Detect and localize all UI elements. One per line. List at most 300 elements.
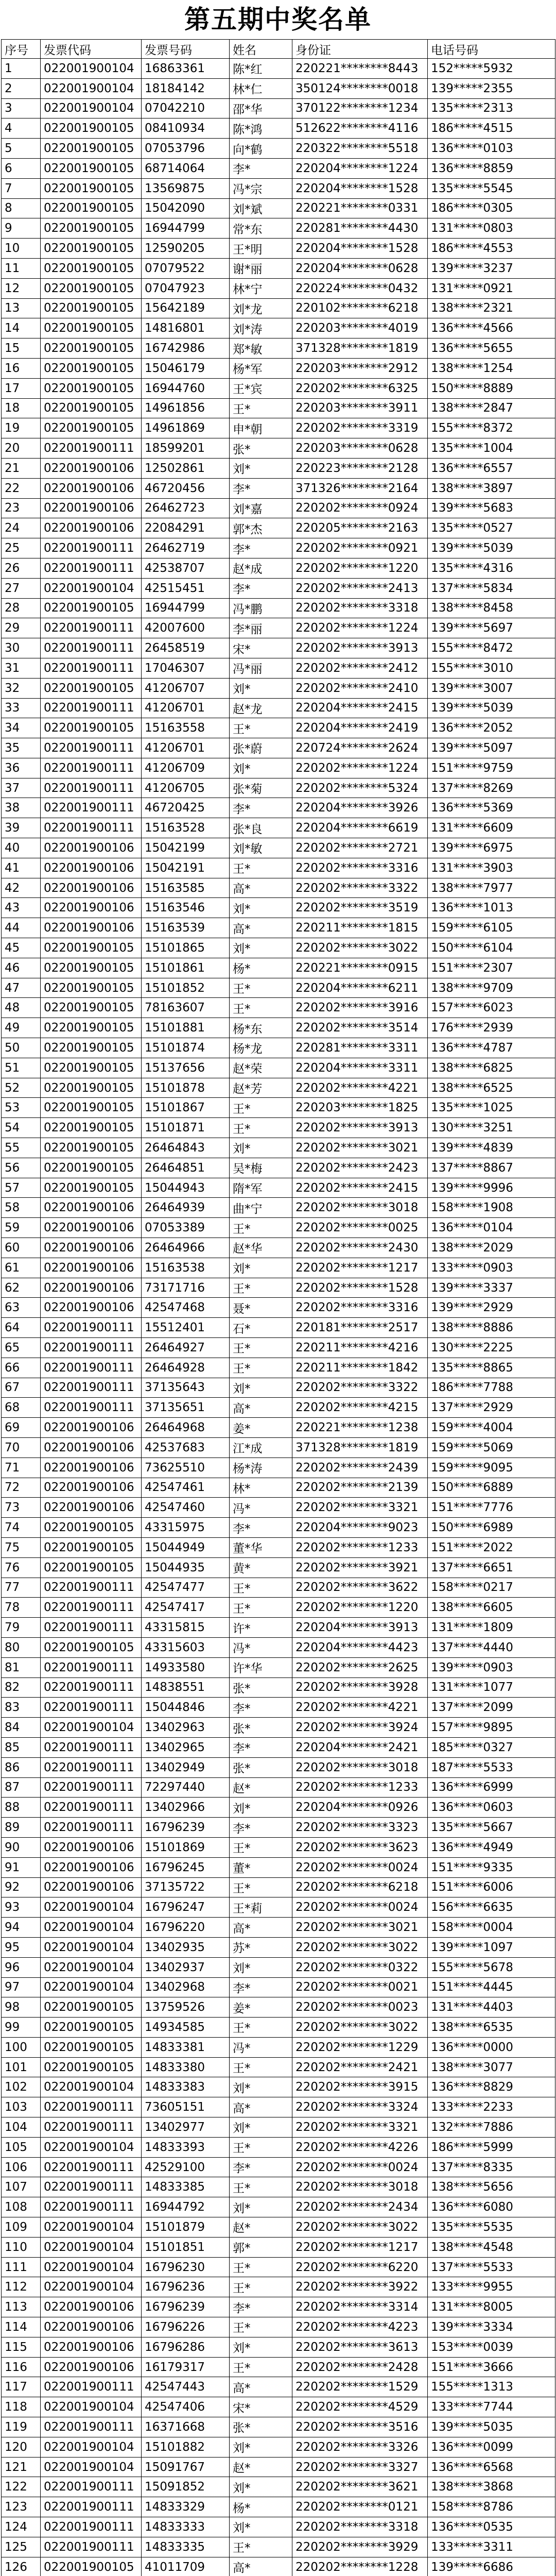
cell-id-card: 220202********3322 bbox=[292, 1378, 428, 1398]
cell-serial: 69 bbox=[2, 1418, 41, 1438]
cell-phone: 139*****2355 bbox=[428, 78, 555, 98]
cell-invoice-code: 022001900106 bbox=[41, 1857, 142, 1877]
cell-invoice-number: 16371668 bbox=[142, 2417, 230, 2437]
cell-name: 刘* bbox=[230, 458, 292, 478]
cell-serial: 102 bbox=[2, 2077, 41, 2097]
cell-serial: 17 bbox=[2, 378, 41, 398]
table-row bbox=[2, 878, 555, 898]
cell-name: 刘* bbox=[230, 2077, 292, 2097]
cell-invoice-code: 022001900111 bbox=[41, 2177, 142, 2197]
cell-serial: 42 bbox=[2, 878, 41, 898]
cell-phone: 136*****4566 bbox=[428, 318, 555, 338]
table-row bbox=[2, 118, 555, 139]
cell-name: 杨* bbox=[230, 958, 292, 978]
cell-phone: 138*****6605 bbox=[428, 1598, 555, 1618]
cell-phone: 151*****6006 bbox=[428, 1877, 555, 1897]
cell-id-card: 220202********1217 bbox=[292, 2237, 428, 2257]
cell-phone: 136*****8829 bbox=[428, 2077, 555, 2097]
cell-invoice-code: 022001900111 bbox=[41, 1398, 142, 1418]
cell-invoice-number: 14934585 bbox=[142, 2018, 230, 2038]
table-row bbox=[2, 2177, 555, 2197]
cell-id-card: 220202********2421 bbox=[292, 2057, 428, 2077]
cell-invoice-code: 022001900111 bbox=[41, 2517, 142, 2537]
cell-invoice-number: 15163539 bbox=[142, 918, 230, 938]
cell-serial: 74 bbox=[2, 1518, 41, 1538]
cell-name: 刘*嘉 bbox=[230, 498, 292, 518]
cell-name: 刘*涛 bbox=[230, 318, 292, 338]
cell-phone: 136*****6557 bbox=[428, 458, 555, 478]
cell-invoice-code: 022001900104 bbox=[41, 1918, 142, 1938]
cell-invoice-number: 13402937 bbox=[142, 1957, 230, 1977]
cell-name: 刘* bbox=[230, 2477, 292, 2497]
cell-invoice-number: 18184142 bbox=[142, 78, 230, 98]
table-row bbox=[2, 2097, 555, 2117]
cell-invoice-code: 022001900104 bbox=[41, 2257, 142, 2277]
cell-name: 刘* bbox=[230, 1798, 292, 1818]
cell-invoice-code: 022001900106 bbox=[41, 898, 142, 918]
cell-serial: 79 bbox=[2, 1618, 41, 1638]
cell-invoice-number: 07079522 bbox=[142, 258, 230, 278]
cell-serial: 28 bbox=[2, 598, 41, 618]
cell-name: 张* bbox=[230, 1718, 292, 1738]
cell-invoice-code: 022001900111 bbox=[41, 538, 142, 558]
cell-phone: 131*****3903 bbox=[428, 858, 555, 878]
cell-invoice-number: 16796220 bbox=[142, 1918, 230, 1938]
table-row bbox=[2, 2417, 555, 2437]
cell-serial: 126 bbox=[2, 2557, 41, 2576]
cell-invoice-code: 022001900104 bbox=[41, 2397, 142, 2417]
cell-id-card: 220202********3327 bbox=[292, 2457, 428, 2477]
cell-phone: 135*****0527 bbox=[428, 518, 555, 538]
cell-serial: 125 bbox=[2, 2537, 41, 2557]
table-row bbox=[2, 1957, 555, 1977]
cell-id-card: 220204********2421 bbox=[292, 1737, 428, 1757]
header-name: 姓名 bbox=[230, 40, 292, 59]
cell-invoice-number: 26464928 bbox=[142, 1358, 230, 1378]
cell-serial: 13 bbox=[2, 298, 41, 318]
cell-phone: 139*****3237 bbox=[428, 258, 555, 278]
cell-name: 赵*荣 bbox=[230, 1058, 292, 1078]
cell-phone: 186*****4553 bbox=[428, 239, 555, 259]
table-row bbox=[2, 378, 555, 398]
table-row bbox=[2, 2057, 555, 2077]
cell-invoice-code: 022001900111 bbox=[41, 2197, 142, 2217]
cell-phone: 136*****0603 bbox=[428, 1798, 555, 1818]
cell-serial: 61 bbox=[2, 1258, 41, 1278]
table-row bbox=[2, 318, 555, 338]
cell-invoice-code: 022001900105 bbox=[41, 958, 142, 978]
cell-invoice-number: 42007600 bbox=[142, 618, 230, 638]
cell-name: 林*宁 bbox=[230, 278, 292, 298]
cell-invoice-number: 26464927 bbox=[142, 1338, 230, 1358]
cell-invoice-number: 37135722 bbox=[142, 1877, 230, 1897]
cell-phone: 139*****5039 bbox=[428, 538, 555, 558]
cell-phone: 131*****0921 bbox=[428, 278, 555, 298]
cell-phone: 159*****5069 bbox=[428, 1437, 555, 1458]
cell-phone: 151*****7776 bbox=[428, 1498, 555, 1518]
table-row bbox=[2, 2117, 555, 2138]
cell-id-card: 220202********3321 bbox=[292, 2117, 428, 2138]
cell-name: 赵*成 bbox=[230, 558, 292, 578]
cell-phone: 155*****5678 bbox=[428, 1957, 555, 1977]
cell-phone: 139*****2929 bbox=[428, 1298, 555, 1318]
table-row bbox=[2, 1537, 555, 1557]
table-row bbox=[2, 1338, 555, 1358]
header-invoice-code: 发票代码 bbox=[41, 40, 142, 59]
cell-invoice-code: 022001900111 bbox=[41, 2097, 142, 2117]
cell-id-card: 220204********1224 bbox=[292, 158, 428, 178]
cell-invoice-code: 022001900111 bbox=[41, 758, 142, 778]
cell-id-card: 220202********2721 bbox=[292, 838, 428, 858]
cell-invoice-code: 022001900105 bbox=[41, 378, 142, 398]
table-row bbox=[2, 1877, 555, 1897]
cell-invoice-number: 13402965 bbox=[142, 1737, 230, 1757]
cell-name: 郭*杰 bbox=[230, 518, 292, 538]
cell-invoice-code: 022001900106 bbox=[41, 858, 142, 878]
table-row bbox=[2, 1977, 555, 1997]
table-row bbox=[2, 918, 555, 938]
cell-phone: 133*****7744 bbox=[428, 2397, 555, 2417]
cell-invoice-code: 022001900105 bbox=[41, 2018, 142, 2038]
cell-name: 赵*龙 bbox=[230, 698, 292, 718]
cell-id-card: 220211********4216 bbox=[292, 1338, 428, 1358]
cell-phone: 136*****0000 bbox=[428, 2037, 555, 2057]
cell-id-card: 220202********2625 bbox=[292, 1657, 428, 1677]
cell-invoice-code: 022001900105 bbox=[41, 1537, 142, 1557]
cell-id-card: 220202********2430 bbox=[292, 1238, 428, 1258]
cell-name: 张* bbox=[230, 438, 292, 459]
cell-serial: 24 bbox=[2, 518, 41, 538]
table-row bbox=[2, 2137, 555, 2157]
cell-id-card: 220202********2415 bbox=[292, 1178, 428, 1198]
cell-id-card: 220202********0024 bbox=[292, 1857, 428, 1877]
cell-id-card: 220224********0432 bbox=[292, 278, 428, 298]
cell-id-card: 220204********9023 bbox=[292, 1518, 428, 1538]
table-row bbox=[2, 618, 555, 638]
cell-name: 王* bbox=[230, 718, 292, 738]
cell-invoice-number: 15101861 bbox=[142, 958, 230, 978]
cell-name: 刘* bbox=[230, 2437, 292, 2457]
cell-serial: 96 bbox=[2, 1957, 41, 1977]
cell-invoice-number: 07047923 bbox=[142, 278, 230, 298]
cell-phone: 138*****6825 bbox=[428, 1058, 555, 1078]
cell-phone: 135*****8865 bbox=[428, 1358, 555, 1378]
cell-id-card: 220202********6218 bbox=[292, 1877, 428, 1897]
cell-serial: 47 bbox=[2, 978, 41, 998]
table-row bbox=[2, 1637, 555, 1657]
cell-id-card: 220203********0628 bbox=[292, 438, 428, 459]
cell-id-card: 220202********3621 bbox=[292, 2477, 428, 2497]
table-row bbox=[2, 778, 555, 798]
cell-serial: 33 bbox=[2, 698, 41, 718]
cell-serial: 71 bbox=[2, 1458, 41, 1478]
cell-invoice-number: 15044949 bbox=[142, 1537, 230, 1557]
cell-id-card: 220202********1220 bbox=[292, 558, 428, 578]
cell-serial: 34 bbox=[2, 718, 41, 738]
cell-invoice-number: 15101869 bbox=[142, 1837, 230, 1857]
cell-invoice-number: 42537683 bbox=[142, 1437, 230, 1458]
table-row bbox=[2, 278, 555, 298]
cell-id-card: 220204********2419 bbox=[292, 718, 428, 738]
cell-serial: 29 bbox=[2, 618, 41, 638]
cell-name: 董*华 bbox=[230, 1537, 292, 1557]
cell-id-card: 220202********3022 bbox=[292, 938, 428, 958]
cell-id-card: 220202********3318 bbox=[292, 598, 428, 618]
cell-name: 许* bbox=[230, 1618, 292, 1638]
cell-serial: 57 bbox=[2, 1178, 41, 1198]
cell-phone: 158*****0217 bbox=[428, 1578, 555, 1598]
cell-invoice-code: 022001900106 bbox=[41, 1238, 142, 1258]
cell-invoice-number: 15642189 bbox=[142, 298, 230, 318]
cell-serial: 23 bbox=[2, 498, 41, 518]
cell-id-card: 220202********2428 bbox=[292, 2357, 428, 2377]
cell-id-card: 220211********1815 bbox=[292, 918, 428, 938]
table-row bbox=[2, 158, 555, 178]
cell-name: 陈*红 bbox=[230, 59, 292, 79]
table-row bbox=[2, 198, 555, 218]
cell-id-card: 220202********3922 bbox=[292, 2277, 428, 2297]
cell-phone: 138*****3897 bbox=[428, 478, 555, 498]
cell-phone: 136*****6999 bbox=[428, 1777, 555, 1798]
cell-invoice-code: 022001900106 bbox=[41, 1278, 142, 1298]
cell-serial: 110 bbox=[2, 2237, 41, 2257]
cell-phone: 136*****8859 bbox=[428, 158, 555, 178]
cell-invoice-code: 022001900104 bbox=[41, 578, 142, 598]
cell-id-card: 371328********1819 bbox=[292, 1437, 428, 1458]
winners-table bbox=[1, 39, 555, 2576]
cell-invoice-code: 022001900106 bbox=[41, 1498, 142, 1518]
cell-invoice-number: 15163558 bbox=[142, 718, 230, 738]
cell-phone: 131*****0803 bbox=[428, 218, 555, 239]
table-header-row bbox=[2, 40, 555, 59]
cell-name: 赵* bbox=[230, 1777, 292, 1798]
cell-invoice-code: 022001900111 bbox=[41, 1338, 142, 1358]
cell-invoice-number: 26458519 bbox=[142, 638, 230, 658]
cell-id-card: 220202********3623 bbox=[292, 1837, 428, 1857]
cell-serial: 5 bbox=[2, 139, 41, 159]
cell-invoice-number: 43315975 bbox=[142, 1518, 230, 1538]
cell-name: 刘* bbox=[230, 1138, 292, 1158]
cell-phone: 187*****5533 bbox=[428, 1757, 555, 1777]
cell-name: 高* bbox=[230, 1398, 292, 1418]
cell-name: 王* bbox=[230, 978, 292, 998]
cell-serial: 63 bbox=[2, 1298, 41, 1318]
cell-invoice-code: 022001900105 bbox=[41, 298, 142, 318]
cell-invoice-number: 14833393 bbox=[142, 2137, 230, 2157]
table-row bbox=[2, 898, 555, 918]
table-row bbox=[2, 1178, 555, 1198]
cell-invoice-number: 15101851 bbox=[142, 2237, 230, 2257]
cell-invoice-code: 022001900104 bbox=[41, 1718, 142, 1738]
cell-id-card: 371328********1819 bbox=[292, 338, 428, 359]
cell-invoice-number: 42547443 bbox=[142, 2377, 230, 2397]
cell-name: 高* bbox=[230, 878, 292, 898]
cell-id-card: 220202********3322 bbox=[292, 878, 428, 898]
cell-serial: 11 bbox=[2, 258, 41, 278]
cell-invoice-number: 15046179 bbox=[142, 358, 230, 378]
table-row bbox=[2, 1258, 555, 1278]
cell-invoice-code: 022001900111 bbox=[41, 1757, 142, 1777]
cell-invoice-number: 18599201 bbox=[142, 438, 230, 459]
cell-id-card: 220202********1224 bbox=[292, 758, 428, 778]
cell-phone: 139*****5683 bbox=[428, 498, 555, 518]
cell-name: 吴*梅 bbox=[230, 1158, 292, 1178]
cell-id-card: 220202********5324 bbox=[292, 778, 428, 798]
table-row bbox=[2, 1518, 555, 1538]
cell-phone: 186*****7788 bbox=[428, 1378, 555, 1398]
table-row bbox=[2, 1198, 555, 1218]
cell-invoice-code: 022001900111 bbox=[41, 2477, 142, 2497]
cell-name: 林* bbox=[230, 1478, 292, 1498]
cell-id-card: 220204********0926 bbox=[292, 1798, 428, 1818]
table-row bbox=[2, 1118, 555, 1138]
cell-name: 李* bbox=[230, 2157, 292, 2177]
cell-invoice-code: 022001900111 bbox=[41, 658, 142, 678]
table-row bbox=[2, 338, 555, 359]
table-row bbox=[2, 418, 555, 438]
cell-invoice-number: 17046307 bbox=[142, 658, 230, 678]
cell-serial: 81 bbox=[2, 1657, 41, 1677]
cell-serial: 66 bbox=[2, 1358, 41, 1378]
cell-serial: 55 bbox=[2, 1138, 41, 1158]
cell-invoice-number: 43315815 bbox=[142, 1618, 230, 1638]
cell-serial: 37 bbox=[2, 778, 41, 798]
cell-phone: 139*****0903 bbox=[428, 1657, 555, 1677]
cell-name: 刘* bbox=[230, 938, 292, 958]
cell-invoice-number: 15044943 bbox=[142, 1178, 230, 1198]
cell-name: 高* bbox=[230, 2557, 292, 2576]
cell-invoice-number: 07042210 bbox=[142, 98, 230, 118]
cell-invoice-number: 13402963 bbox=[142, 1718, 230, 1738]
cell-invoice-code: 022001900104 bbox=[41, 1957, 142, 1977]
cell-id-card: 220223********2128 bbox=[292, 458, 428, 478]
cell-phone: 137*****2929 bbox=[428, 1398, 555, 1418]
cell-id-card: 220181********2517 bbox=[292, 1318, 428, 1338]
cell-invoice-code: 022001900104 bbox=[41, 2437, 142, 2457]
cell-invoice-code: 022001900105 bbox=[41, 418, 142, 438]
table-row bbox=[2, 858, 555, 878]
cell-name: 张* bbox=[230, 1677, 292, 1698]
cell-serial: 12 bbox=[2, 278, 41, 298]
cell-serial: 106 bbox=[2, 2157, 41, 2177]
header-id-card: 身份证 bbox=[292, 40, 428, 59]
cell-invoice-number: 16944792 bbox=[142, 2197, 230, 2217]
cell-name: 李* bbox=[230, 1698, 292, 1718]
cell-id-card: 220202********1224 bbox=[292, 618, 428, 638]
cell-serial: 50 bbox=[2, 1038, 41, 1058]
cell-invoice-number: 26464851 bbox=[142, 1158, 230, 1178]
cell-id-card: 220204********2415 bbox=[292, 698, 428, 718]
table-row bbox=[2, 758, 555, 778]
cell-phone: 138*****2321 bbox=[428, 298, 555, 318]
page-title: 第五期中奖名单 bbox=[184, 5, 372, 35]
cell-invoice-number: 15101879 bbox=[142, 2217, 230, 2238]
cell-id-card: 220202********3913 bbox=[292, 638, 428, 658]
cell-invoice-number: 14833335 bbox=[142, 2537, 230, 2557]
cell-phone: 151*****4445 bbox=[428, 1977, 555, 1997]
cell-serial: 9 bbox=[2, 218, 41, 239]
cell-name: 刘* bbox=[230, 1957, 292, 1977]
cell-phone: 139*****5097 bbox=[428, 738, 555, 758]
cell-name: 李* bbox=[230, 578, 292, 598]
cell-id-card: 220202********3928 bbox=[292, 1677, 428, 1698]
cell-serial: 10 bbox=[2, 239, 41, 259]
cell-invoice-number: 16944799 bbox=[142, 598, 230, 618]
cell-id-card: 220211********1842 bbox=[292, 1358, 428, 1378]
cell-name: 刘* bbox=[230, 1258, 292, 1278]
cell-serial: 91 bbox=[2, 1857, 41, 1877]
table-row bbox=[2, 258, 555, 278]
table-row bbox=[2, 2157, 555, 2177]
cell-serial: 26 bbox=[2, 558, 41, 578]
cell-invoice-number: 15101882 bbox=[142, 2437, 230, 2457]
cell-invoice-number: 78163607 bbox=[142, 998, 230, 1018]
table-row bbox=[2, 1718, 555, 1738]
cell-name: 王*莉 bbox=[230, 1897, 292, 1918]
cell-id-card: 220202********0024 bbox=[292, 2157, 428, 2177]
table-row bbox=[2, 1578, 555, 1598]
cell-id-card: 220202********2412 bbox=[292, 658, 428, 678]
cell-serial: 32 bbox=[2, 678, 41, 698]
cell-invoice-number: 42547477 bbox=[142, 1578, 230, 1598]
table-row bbox=[2, 938, 555, 958]
cell-invoice-number: 42547461 bbox=[142, 1478, 230, 1498]
cell-invoice-code: 022001900111 bbox=[41, 2417, 142, 2437]
cell-invoice-number: 15044846 bbox=[142, 1698, 230, 1718]
cell-id-card: 220202********3314 bbox=[292, 2297, 428, 2317]
cell-invoice-code: 022001900104 bbox=[41, 2277, 142, 2297]
cell-phone: 135*****4316 bbox=[428, 558, 555, 578]
cell-phone: 155*****3010 bbox=[428, 658, 555, 678]
cell-serial: 58 bbox=[2, 1198, 41, 1218]
table-row bbox=[2, 298, 555, 318]
cell-invoice-number: 15042090 bbox=[142, 198, 230, 218]
cell-id-card: 220202********4529 bbox=[292, 2397, 428, 2417]
cell-invoice-number: 15137656 bbox=[142, 1058, 230, 1078]
cell-serial: 14 bbox=[2, 318, 41, 338]
cell-id-card: 220202********3318 bbox=[292, 2517, 428, 2537]
table-row bbox=[2, 59, 555, 79]
cell-name: 刘*龙 bbox=[230, 298, 292, 318]
header-invoice-number: 发票号码 bbox=[142, 40, 230, 59]
cell-id-card: 220204********6211 bbox=[292, 978, 428, 998]
cell-serial: 84 bbox=[2, 1718, 41, 1738]
cell-id-card: 220204********4423 bbox=[292, 1637, 428, 1657]
cell-serial: 94 bbox=[2, 1918, 41, 1938]
cell-name: 王* bbox=[230, 1837, 292, 1857]
cell-invoice-code: 022001900105 bbox=[41, 1078, 142, 1098]
table-row bbox=[2, 358, 555, 378]
cell-invoice-number: 14838551 bbox=[142, 1677, 230, 1698]
cell-name: 李* bbox=[230, 1977, 292, 1997]
cell-name: 张*菊 bbox=[230, 778, 292, 798]
table-row bbox=[2, 1698, 555, 1718]
cell-name: 常*东 bbox=[230, 218, 292, 239]
cell-invoice-number: 16796245 bbox=[142, 1857, 230, 1877]
cell-name: 石* bbox=[230, 1318, 292, 1338]
cell-invoice-code: 022001900111 bbox=[41, 698, 142, 718]
cell-invoice-number: 73625510 bbox=[142, 1458, 230, 1478]
cell-phone: 136*****0104 bbox=[428, 1218, 555, 1238]
cell-phone: 137*****8335 bbox=[428, 2157, 555, 2177]
cell-phone: 158*****0004 bbox=[428, 1918, 555, 1938]
cell-serial: 80 bbox=[2, 1637, 41, 1657]
cell-invoice-code: 022001900105 bbox=[41, 2037, 142, 2057]
cell-name: 李* bbox=[230, 478, 292, 498]
cell-invoice-code: 022001900105 bbox=[41, 118, 142, 139]
cell-id-card: 220322********5518 bbox=[292, 139, 428, 159]
cell-serial: 44 bbox=[2, 918, 41, 938]
